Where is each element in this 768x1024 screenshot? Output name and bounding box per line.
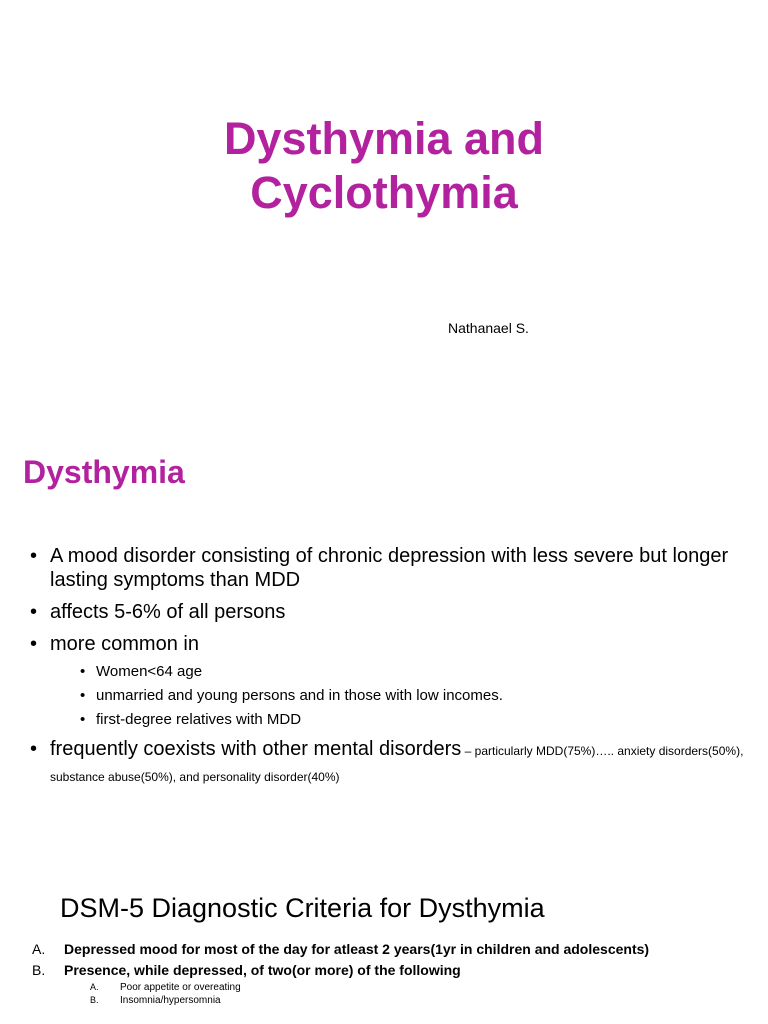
title-line-1: Dysthymia and [223,113,545,164]
bullet-comorbidity-main: frequently coexists with other mental disorders [50,738,462,760]
bullet-more-common-label: more common in [50,633,199,655]
criterion-marker: B. [32,962,46,978]
title-line-2: Cyclothymia [250,167,518,218]
criterion-marker: A. [32,941,46,957]
sub-criterion-item [90,981,732,994]
criterion-text: Presence, while depressed, of two(or more) of the following [64,962,461,978]
criteria-list [32,942,732,1013]
sub-bullet-list [50,662,750,729]
presentation-title [0,112,768,220]
criterion-item [32,942,732,957]
sub-criterion-marker: B. [90,995,99,1005]
bullet-definition: • A mood disorder consisting of chronic depression with less severe but longer lasting symptoms than MDD [30,544,750,592]
bullet-comorbidity [30,737,750,789]
sub-criterion-text: Insomnia/hypersomnia [120,995,221,1006]
bullet-prevalence: • affects 5-6% of all persons [30,600,750,624]
sub-bullet: • Women<64 age [80,662,750,681]
sub-bullet: • unmarried and young persons and in those with low incomes. [80,686,750,705]
criterion-item [32,963,732,1007]
slide-title: Dysthymia [23,454,185,490]
sub-criterion-text: Poor appetite or overeating [120,982,241,993]
bullet-more-common [30,632,750,729]
sub-criteria-list [64,981,732,1007]
criterion-text: Depressed mood for most of the day for atleast 2 years(1yr in children and adolescents) [64,941,650,957]
sub-criterion-item [90,994,732,1007]
slide-title: DSM-5 Diagnostic Criteria for Dysthymia [60,893,545,923]
bullet-list [30,544,750,797]
title-slide [0,0,768,430]
bullet-comorbidity-detail: – particularly MDD(75%)….. anxiety disorders(50%), substance abuse(50%), and personality disorder(40%) [50,744,744,784]
dysthymia-slide [0,432,768,848]
sub-bullet: • first-degree relatives with MDD [80,710,750,729]
dsm5-criteria-slide [0,850,768,1024]
sub-criterion-marker: A. [90,982,99,992]
author-name: Nathanael S. [448,320,529,336]
